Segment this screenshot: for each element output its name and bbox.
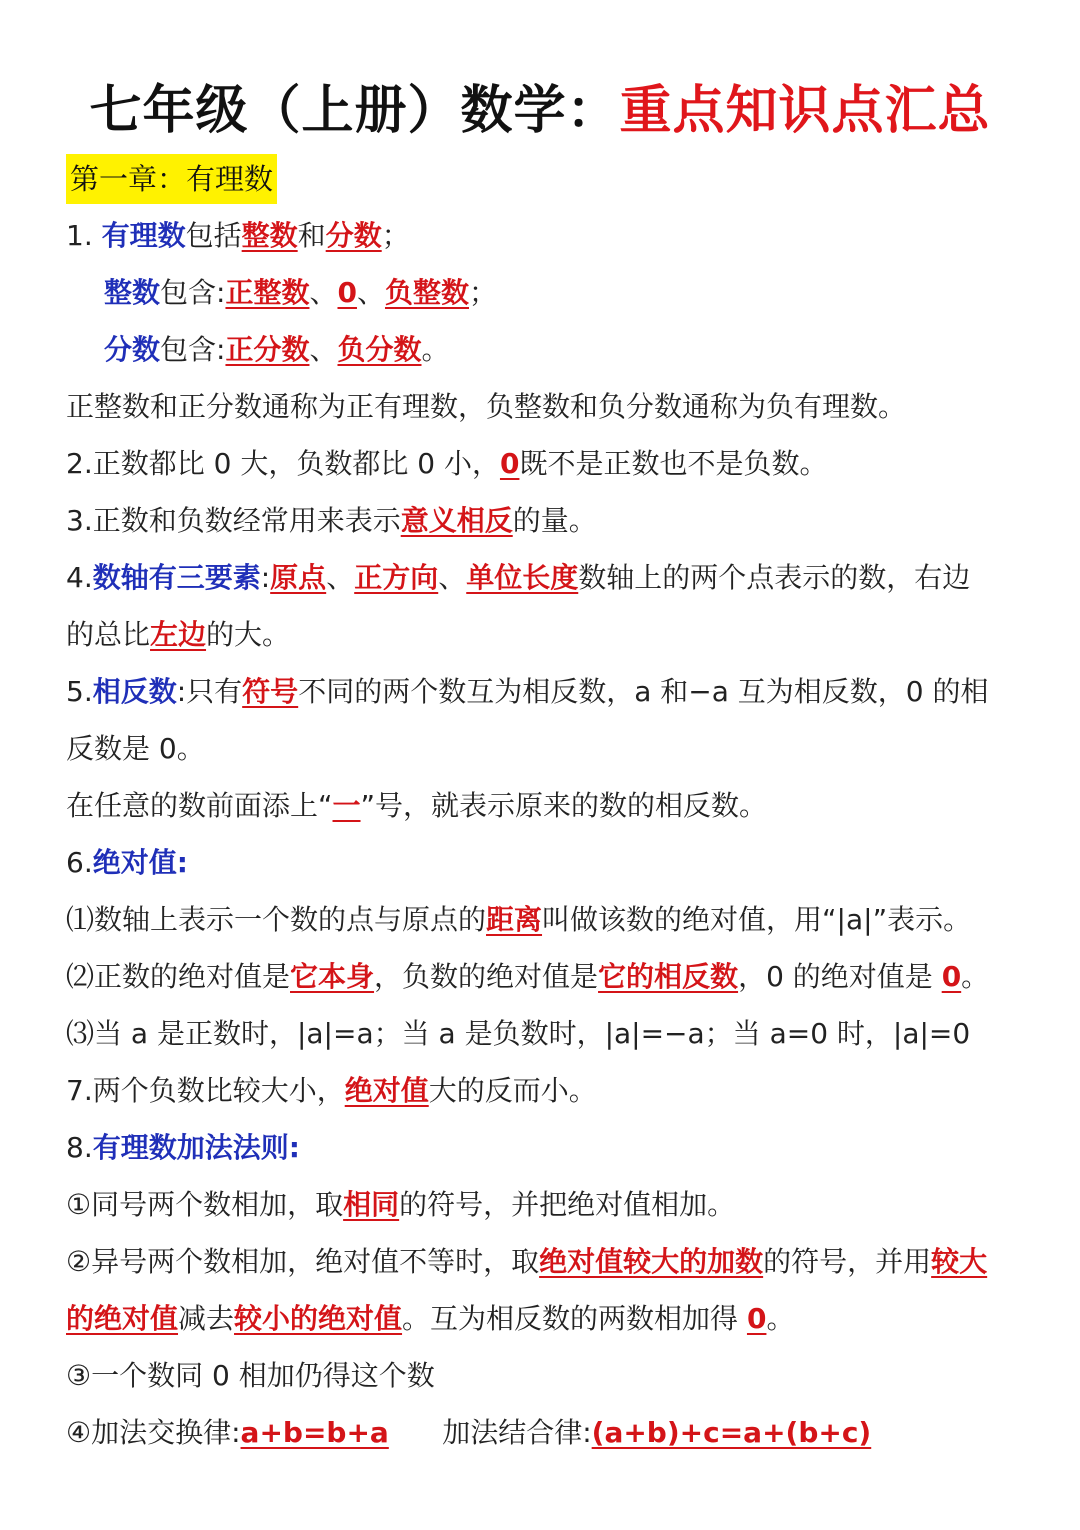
text: 4. (66, 561, 93, 594)
text: 的符号，并把绝对值相加。 (399, 1188, 736, 1221)
text: 。 (766, 1302, 795, 1335)
text: ，0 的绝对值是 (738, 960, 942, 993)
point-2-line (66, 444, 827, 484)
text: 包含: (160, 276, 226, 309)
fraction-contents-line (104, 330, 450, 370)
term-blue: 绝对值 (92, 846, 177, 879)
point-3-line (66, 501, 597, 541)
keyword-red: 它的相反数 (598, 960, 739, 993)
term-blue: 有理数 (101, 219, 186, 252)
text: ”号，就表示原来的数的相反数。 (360, 789, 768, 822)
text: : (288, 1131, 300, 1164)
text: 、 (438, 561, 467, 594)
point-5-line (66, 672, 988, 712)
text: 7.两个负数比较大小， (66, 1074, 345, 1107)
text: 、 (326, 561, 355, 594)
text: 。 (961, 960, 990, 993)
positive-negative-rational-line (66, 387, 906, 427)
keyword-red: 意义相反 (400, 504, 513, 537)
text: ； (381, 219, 410, 252)
point-4-line (66, 558, 970, 598)
text: 反数是 0。 (66, 732, 205, 765)
text: 1. (66, 219, 102, 252)
title-red-part: 重点知识点汇总 (619, 80, 991, 141)
term-blue: 有理数加法法则 (92, 1131, 289, 1164)
keyword-red: 0 (337, 276, 357, 309)
text: 、 (309, 333, 338, 366)
text: 8. (66, 1131, 93, 1164)
point-8-heading (66, 1128, 300, 1168)
keyword-red: 较大 (931, 1245, 988, 1278)
keyword-red: 相同 (343, 1188, 400, 1221)
keyword-red: 原点 (270, 561, 327, 594)
absolute-value-definition-line (66, 900, 971, 940)
text: 既不是正数也不是负数。 (519, 447, 828, 480)
text: ； (469, 276, 498, 309)
text: ③一个数同 0 相加仍得这个数 (66, 1359, 435, 1392)
text: ④加法交换律: (66, 1416, 241, 1449)
text: 6. (66, 846, 93, 879)
addition-laws-line (66, 1413, 871, 1453)
term-blue: 整数 (104, 276, 161, 309)
keyword-red: 的绝对值 (66, 1302, 179, 1335)
text: 大的反而小。 (428, 1074, 597, 1107)
text: : (260, 561, 271, 594)
addition-rule-2-continued-line (66, 1299, 794, 1339)
text: 加法结合律: (388, 1416, 592, 1449)
text: 包含: (160, 333, 226, 366)
keyword-red: 正整数 (225, 276, 310, 309)
keyword-red: 单位长度 (466, 561, 579, 594)
text: 5. (66, 675, 93, 708)
point-5-continued-line (66, 729, 205, 769)
keyword-red: 0 (499, 447, 520, 480)
text: 不同的两个数互为相反数，a 和−a 互为相反数，0 的相 (298, 675, 989, 708)
term-blue: 分数 (104, 333, 161, 366)
keyword-red: 分数 (325, 219, 382, 252)
keyword-red: 较小的绝对值 (234, 1302, 403, 1335)
text: ①同号两个数相加，取 (66, 1188, 344, 1221)
minus-sign-line (66, 786, 767, 826)
addition-rule-3-line (66, 1356, 435, 1396)
keyword-red: 它本身 (290, 960, 375, 993)
text: 在任意的数前面添上“ (66, 789, 333, 822)
text: 的符号，并用 (763, 1245, 932, 1278)
text: :只有 (176, 675, 243, 708)
chapter-heading: 第一章：有理数 (66, 154, 277, 204)
absolute-value-rules-line (66, 957, 989, 997)
text: : (176, 846, 188, 879)
text: ，负数的绝对值是 (374, 960, 599, 993)
keyword-red: 左边 (150, 618, 207, 651)
text: 、 (356, 276, 385, 309)
keyword-red: 绝对值 (344, 1074, 429, 1107)
keyword-red: 0 (941, 960, 962, 993)
term-blue: 数轴有三要素 (92, 561, 261, 594)
text: ②异号两个数相加，绝对值不等时，取 (66, 1245, 540, 1278)
keyword-red: 整数 (241, 219, 298, 252)
keyword-red: 正方向 (354, 561, 439, 594)
point-1-line (66, 216, 410, 256)
text: 的总比 (66, 618, 151, 651)
absolute-value-cases-line (66, 1014, 970, 1054)
text: 的量。 (512, 504, 597, 537)
keyword-red: 负分数 (337, 333, 422, 366)
text: 的大。 (206, 618, 291, 651)
keyword-red: 绝对值较大的加数 (539, 1245, 764, 1278)
keyword-red: 负整数 (384, 276, 469, 309)
keyword-red: 正分数 (225, 333, 310, 366)
keyword-red: 距离 (486, 903, 543, 936)
text: 正整数和正分数通称为正有理数，负整数和负分数通称为负有理数。 (66, 390, 907, 423)
text: 。 (421, 333, 450, 366)
text: 减去 (178, 1302, 235, 1335)
text: 、 (309, 276, 338, 309)
text: 2.正数都比 0 大，负数都比 0 小， (66, 447, 500, 480)
addition-rule-2-line (66, 1242, 987, 1282)
keyword-red: 一 (332, 789, 361, 822)
text: ⑵正数的绝对值是 (66, 960, 291, 993)
keyword-red: a+b=b+a (240, 1416, 389, 1449)
point-7-line (66, 1071, 597, 1111)
integer-contents-line (104, 273, 497, 313)
text: 和 (297, 219, 326, 252)
text: 数轴上的两个点表示的数，右边 (578, 561, 971, 594)
title-black-part: 七年级（上册）数学： (89, 80, 620, 141)
text: 包括 (185, 219, 242, 252)
addition-rule-1-line (66, 1185, 735, 1225)
keyword-red: 0 (746, 1302, 767, 1335)
text: ⑴数轴上表示一个数的点与原点的 (66, 903, 487, 936)
keyword-red: (a+b)+c=a+(b+c) (591, 1416, 872, 1449)
keyword-red: 符号 (242, 675, 299, 708)
point-6-heading (66, 843, 188, 883)
page-title (0, 78, 1080, 144)
text: 3.正数和负数经常用来表示 (66, 504, 401, 537)
point-4-continued-line (66, 615, 290, 655)
text: ⑶当 a 是正数时，|a|=a；当 a 是负数时，|a|=−a；当 a=0 时，|a|=0 (66, 1017, 971, 1050)
text: 叫做该数的绝对值，用“|a|”表示。 (542, 903, 972, 936)
text: 。互为相反数的两数相加得 (402, 1302, 747, 1335)
term-blue: 相反数 (92, 675, 177, 708)
